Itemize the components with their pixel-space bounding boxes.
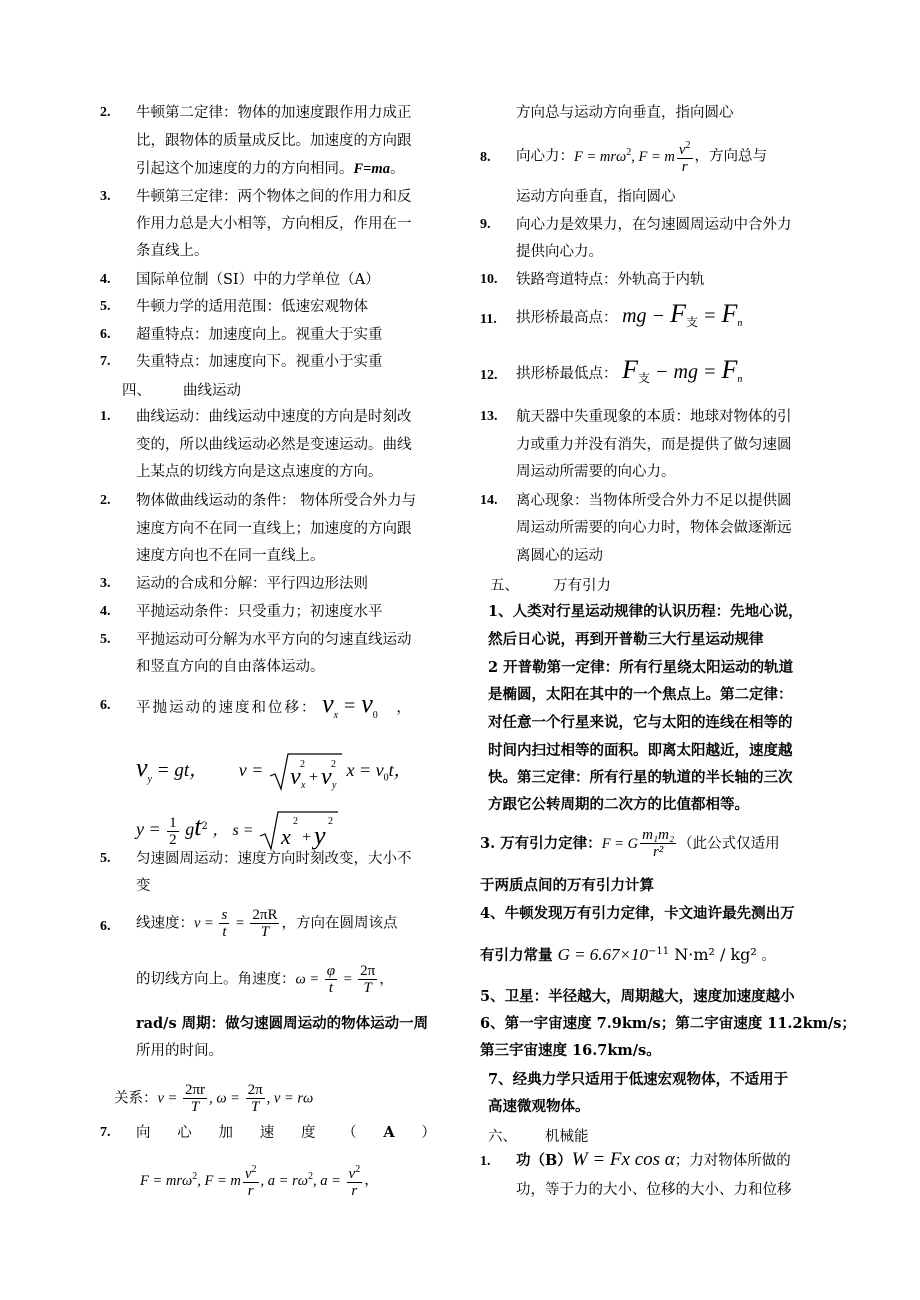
satellite-item: 5、卫星：半径越大，周期越大，速度加速度越小 — [480, 988, 795, 1005]
section-5-heading: 五、 万有引力 — [490, 578, 611, 594]
svg-text:y: y — [331, 780, 337, 791]
projectile-formula-line-2: $v_y$ = gt， v = v x 2 + v y 2 $x = v_0t$， — [136, 753, 412, 791]
gravitation-law: 3. 万有引力定律：F = G $\frac{\text{m₁m₂}}{\text{r²}}$ （此公式仅适用 — [480, 827, 780, 860]
svg-text:y: y — [313, 821, 326, 850]
relation-formula: 关系：v = $\frac{2\pi r}{T}$ , ω = $\frac{2\pi}{T}$ , v = rω — [114, 1082, 314, 1115]
cavendish-item: 4、牛顿发现万有引力定律，卡文迪许最先测出万 — [480, 905, 795, 922]
cosmic-velocity-item: 6、第一宇宙速度 7.9km/s；第二宇宙速度 11.2km/s； — [480, 1015, 856, 1032]
kepler-laws: 2 开普勒第一定律：所有行星绕太阳运动的轨道 — [488, 659, 794, 676]
svg-text:2: 2 — [299, 759, 305, 770]
vx-symbol: $v_x$ — [322, 689, 339, 722]
projectile-formula-line-3: y = $\frac{1}{2}$ $gt^2$ ， s = x 2 + y 2 — [136, 810, 338, 852]
sqrt-vx2-vy2 — [268, 752, 342, 792]
svg-text:v: v — [289, 764, 301, 790]
svg-text:+: + — [308, 769, 318, 786]
section-4-heading: 四、 曲线运动 — [122, 383, 241, 399]
svg-text:v: v — [320, 764, 332, 790]
classical-mechanics-item: 7、经典力学只适用于低速宏观物体，不适用于 — [488, 1071, 789, 1088]
svg-text:x: x — [280, 824, 291, 849]
svg-text:2: 2 — [330, 759, 336, 770]
item-2-line-2: 比，跟物体的质量成反比。加速度的方向跟 — [136, 133, 412, 149]
section-6-heading: 六、 机械能 — [488, 1129, 589, 1145]
svg-text:2: 2 — [292, 816, 298, 827]
sqrt-x2-y2 — [258, 810, 338, 852]
gravitational-constant: 有引力常量 $G = 6.67\times 10^{-11}$ N·m² / kg² 。 — [480, 944, 776, 964]
item-3-line-2: 作用力总是大小相等，方向相反，作用在一 — [136, 216, 412, 232]
centripetal-acceleration-formula: F = mrω$^2$, F = m $\frac{v^2}{r}$ , $a = r\omega^2$, a = $\frac{v^2}{r}$ ， — [140, 1164, 379, 1199]
continued-text: 方向总与运动方向垂直，指向圆心 — [516, 105, 734, 121]
svg-text:x: x — [300, 780, 306, 791]
period-definition: rad/s 周期：做匀速圆周运动的物体运动一周 — [136, 1015, 429, 1032]
gravitation-item-1: 1、人类对行星运动规律的认识历程：先地心说， — [488, 603, 803, 620]
item-2-line-3: 引起这个加速度的力的方向相同。F=ma。 — [136, 161, 405, 177]
svg-text:2: 2 — [327, 816, 333, 827]
item-3-line-3: 条直线上。 — [136, 243, 209, 259]
svg-text:+: + — [301, 829, 311, 846]
